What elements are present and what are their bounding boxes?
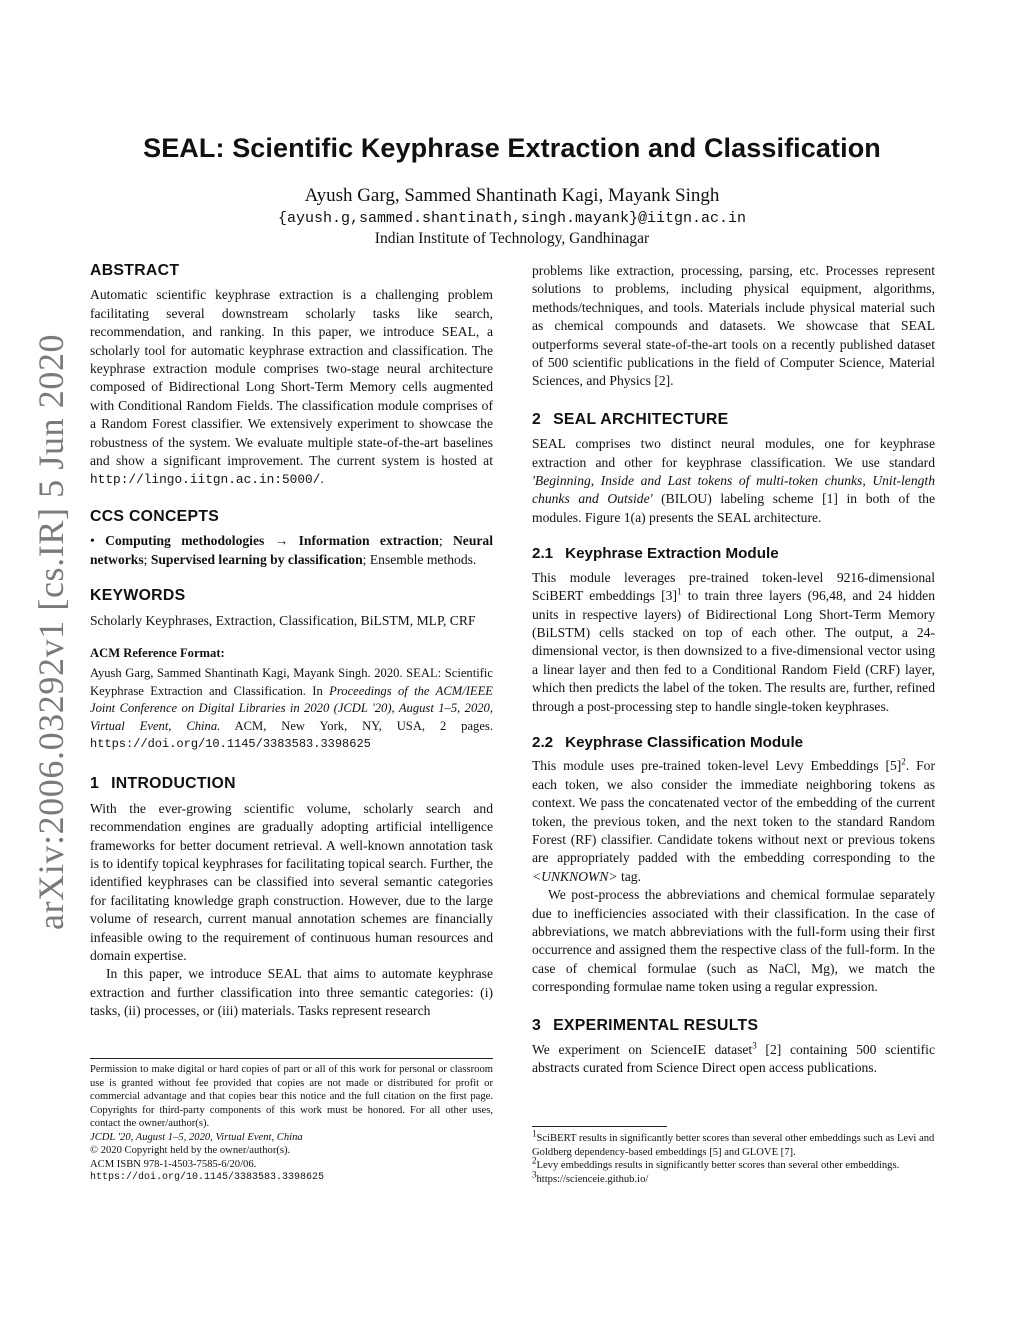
ccs-concept-1: Computing methodologies [105,533,265,549]
ccs-arrow: → [274,533,289,549]
abstract-text [90,286,493,489]
right-column [532,262,935,1078]
sub22-text-2: . For each token, we also consider the immediate neighboring tokens as context. We pass the concatenated vector of the embedding of the current token, the previous token, and the next token to the standard Random Forest (RF) classifier. Candidate tokens without next or previous tokens are appropriately padded with the embedding corresponding to the [532,758,935,866]
results-heading [532,1017,935,1035]
footnote-2 [532,1155,935,1173]
intro-continuation: problems like extraction, processing, parsing, etc. Processes represent solutions to problems, including physical equipment, algorithms, methods/techniques, and tools. Materials include physical material such as chemical compounds and datasets. We showcase that SEAL outperforms several state-of-the-art tools on a recently published dataset of 500 scientific publications in the field of Computer Science, Material Sciences, and Physics [2]. [532,263,935,389]
results-paragraph [532,1041,935,1078]
arch-bilou-italic: 'Beginning, Inside and Last tokens of multi-token chunks, Unit-length chunks and Outside' [532,473,935,507]
sub21-num: 2.1 [532,545,554,563]
sub22-paragraph-2: We post-process the abbreviations and chemical formulae separately due to inefficiencies associated with their classification. In the case of abbreviations, we match abbreviations with the full-form using their first occurrence and assigned them the respective class of the full-form. In the case of chemical formulae (such as NaCl, Mg), we match the corresponding formulae name token using a regular expression. [532,887,935,995]
acm-ref-doi-link[interactable]: https://doi.org/10.1145/3383583.3398625 [90,736,371,751]
left-column [90,262,493,1021]
ccs-concept-2: Information extraction [298,533,439,549]
intro-num: 1 [90,775,100,793]
arch-heading [532,411,935,429]
unknown-tag: <UNKNOWN> [532,868,618,884]
footnote-rule [532,1126,667,1127]
footnote-3-link[interactable]: https://scienceie.github.io/ [536,1173,649,1185]
arch-text-1: SEAL comprises two distinct neural modules, one for keyphrase extraction and other for keyphrase classification. We use standard [532,436,935,470]
arch-paragraph [532,435,935,527]
abstract-heading: ABSTRACT [90,262,180,279]
author-affiliation: Indian Institute of Technology, Gandhinagar [374,230,650,247]
acm-ref-part-2: ACM, New York, NY, USA, 2 pages. [234,718,493,733]
footnote-2-mark: 2 [532,1155,537,1166]
ccs-concept-3: Neural networks [90,533,493,567]
acm-ref-heading: ACM Reference Format: [90,645,225,660]
intro-paragraph-2: In this paper, we introduce SEAL that aims to automate keyphrase extraction and further classification into three semantic categories: (i) tasks, (ii) processes, or (iii) materials. Tasks represent research [90,966,493,1019]
acm-ref-part-1: Ayush Garg, Sammed Shantinath Kagi, Mayank Singh. 2020. SEAL: Scientific Keyphrase Extraction and Classification. In [90,666,493,698]
copyright-text: © 2020 Copyright held by the owner/author(s). [90,1145,291,1156]
permission-text: Permission to make digital or hard copies of part or all of this work for personal or classroom use is granted without fee provided that copies are not made or distributed for profit or commercial advantage and that copies bear this notice and the full citation on the first page. Copyrights for third-party components of this work must be honored. For all other uses, contact the owner/author(s). [90,1064,493,1129]
acm-ref-venue: Proceedings of the ACM/IEEE Joint Conference on Digital Libraries in 2020 (JCDL '20), August 1–5, 2020, Virtual Event, China. [90,683,493,733]
intro-title: INTRODUCTION [111,775,236,793]
sub21-heading [532,545,935,563]
ccs-bullet: • [90,533,95,549]
footnote-2-text: Levy embeddings results in significantly better scores than several other embeddings. [536,1160,900,1171]
paper-title: SEAL: Scientific Keyphrase Extraction and Classification [143,133,881,163]
isbn-text: ACM ISBN 978-1-4503-7585-6/20/06. [90,1158,257,1170]
hosted-url-link[interactable]: http://lingo.iitgn.ac.in:5000/ [90,472,321,488]
keywords-heading: KEYWORDS [90,587,186,605]
sub22-num: 2.2 [532,733,554,751]
sub21-text-2: to train three layers (96,48, and 24 hidden units in respective layers) of Bidirectional Long Short-Term Memory (BiLSTM) cells stacked on top of each other. The output, a 24-dimensional vector, is then downsized to a five-dimensional vector using a linear layer and then fed to a Conditional Random Field (CRF) layer, which then predicts the label of the token. The results are, further, refined through a post-processing step to handle single-token keyphrases. [532,588,936,714]
footnote-doi-link[interactable]: https://doi.org/10.1145/3383583.3398625 [90,1172,325,1183]
ccs-concept-4: Supervised learning by classification [150,551,363,567]
sub21-paragraph [532,569,935,716]
conference-venue: JCDL '20, August 1–5, 2020, Virtual Event, China [90,1131,303,1143]
sub22-title: Keyphrase Classification Module [565,733,804,751]
keywords-text: Scholarly Keyphrases, Extraction, Classification, BiLSTM, MLP, CRF [90,612,476,628]
arxiv-stamp: arXiv:2006.03292v1 [cs.IR] 5 Jun 2020 [31,333,71,930]
arch-num: 2 [532,410,542,428]
permission-footnote [90,1058,493,1185]
results-text-2: [2] containing 500 scientific abstracts curated from Science Direct open access publications. [532,1042,935,1076]
results-title: EXPERIMENTAL RESULTS [553,1016,759,1034]
sub22-text-3: tag. [617,868,641,884]
footnote-ref-3[interactable]: 3 [752,1040,757,1051]
results-text-1: We experiment on ScienceIE dataset [532,1042,753,1058]
intro-paragraph-1: With the ever-growing scientific volume, scholarly search and recommendation engines are gradually adopting artificial intelligence frameworks for better document retrieval. A well-known annotation task is to identify topical keyphrases for facilitating topical search. Further, the identified keyphrases can be classified into several semantic categories for facilitating knowledge graph construction. However, due to the large volume of research, current manual annotation schemes are financially infeasible owing to the requirement of continuous human resources and domain expertise. [90,800,493,963]
author-emails: {ayush.g,sammed.shantinath,singh.mayank}@iitgn.ac.in [277,210,747,227]
footnote-ref-1[interactable]: 1 [677,586,682,597]
intro-heading [90,775,493,793]
ccs-text [90,532,493,569]
sub21-text-1: This module leverages pre-trained token-level 9216-dimensional SciBERT embeddings [3] [532,569,935,604]
ccs-tail: ; Ensemble methods. [362,551,477,567]
paper-authors: Ayush Garg, Sammed Shantinath Kagi, Mayank Singh [304,185,720,206]
ccs-heading: CCS CONCEPTS [90,507,220,525]
abstract-body: Automatic scientific keyphrase extraction is a challenging problem facilitating several downstream scholarly tasks like search, recommendation, and ranking. In this paper, we introduce SEAL, a scholarly tool for automatic keyphrase extraction and classification. The keyphrase extraction module comprises two-stage neural architecture composed of Bidirectional Long Short-Term Memory cells augmented with Conditional Random Fields. The classification module comprises of a Random Forest classifier. We extensively experiment to showcase the robustness of the system. We evaluate multiple state-of-the-art baselines and show a significant improvement. The current system is hosted at [90,287,493,469]
acm-reference [90,644,493,753]
abstract-url-end: . [320,471,324,487]
right-footnotes [532,1128,935,1186]
footnote-1 [532,1128,935,1159]
sub22-text-1: This module uses pre-trained token-level Levy Embeddings [5] [532,758,902,774]
sub22-heading [532,734,935,752]
footnote-1-mark: 1 [532,1128,537,1139]
arch-text-2: (BILOU) labeling scheme [1] in both of the modules. Figure 1(a) presents the SEAL architecture. [532,491,935,525]
footnote-ref-2[interactable]: 2 [901,756,906,767]
footnote-1-text: SciBERT results in significantly better scores than several other embeddings such as Levi and Goldberg dependency-based embeddings [5] and GLOVE [7]. [532,1133,935,1158]
arch-title: SEAL ARCHITECTURE [553,410,729,428]
sub22-paragraph-1 [532,757,935,886]
results-num: 3 [532,1016,542,1034]
sub21-title: Keyphrase Extraction Module [565,545,779,563]
footnote-3 [532,1168,935,1187]
acm-ref-text [90,665,493,753]
ccs-sep-2: ; [143,551,148,567]
ccs-sep-1: ; [438,533,443,549]
footnote-3-mark: 3 [532,1168,537,1179]
